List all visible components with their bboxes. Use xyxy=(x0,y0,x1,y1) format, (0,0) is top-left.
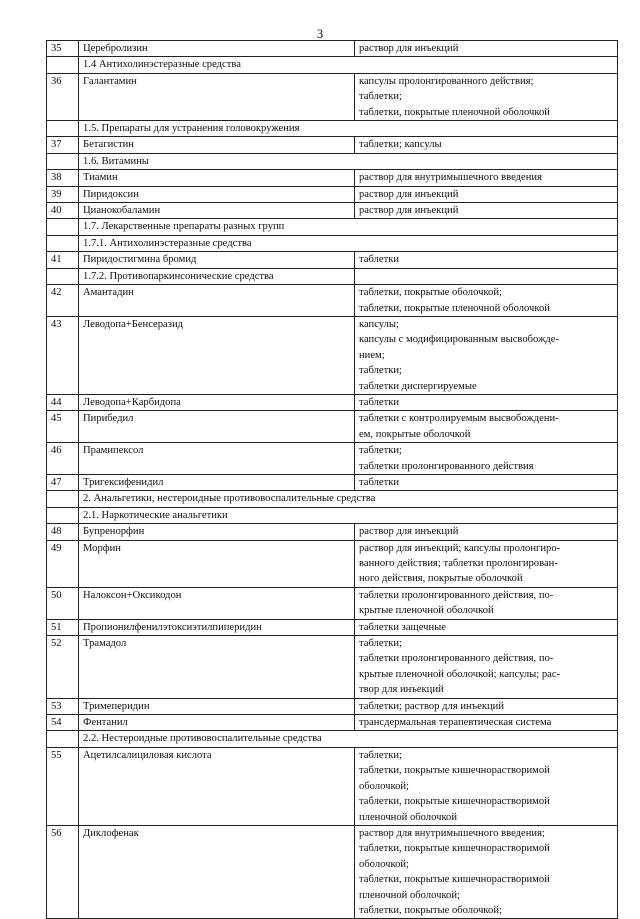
table-row xyxy=(47,203,618,219)
dosage-form-cell: трансдермальная терапевтическая система xyxy=(355,715,618,731)
drug-name-cell: Тригексифенидил xyxy=(79,474,355,490)
section-header-row xyxy=(47,507,618,523)
section-title: 1.7.2. Противопаркинсонические средства xyxy=(79,268,355,284)
empty-number-cell xyxy=(47,507,79,523)
empty-number-cell xyxy=(47,268,79,284)
section-header-row xyxy=(47,731,618,747)
row-number-cell: 36 xyxy=(47,73,79,120)
section-header-row xyxy=(47,121,618,137)
row-number-cell: 54 xyxy=(47,715,79,731)
row-number-cell: 39 xyxy=(47,186,79,202)
row-number-cell: 52 xyxy=(47,636,79,699)
dosage-form-cell: таблетки защечные xyxy=(355,619,618,635)
dosage-form-cell: таблетки; таблетки пролонгированного действия, по- крытые пленочной оболочкой; капсулы; рас- твор для инъекций xyxy=(355,636,618,699)
empty-number-cell xyxy=(47,121,79,137)
dosage-form-cell: таблетки xyxy=(355,394,618,410)
dosage-form-cell: таблетки пролонгированного действия, по- крытые пленочной оболочкой xyxy=(355,587,618,619)
empty-number-cell xyxy=(47,235,79,251)
row-number-cell: 38 xyxy=(47,170,79,186)
dosage-form-cell: раствор для инъекций xyxy=(355,524,618,540)
table-row xyxy=(47,73,618,120)
section-title: 1.7.1. Антихолинэстеразные средства xyxy=(79,235,618,251)
dosage-form-cell: капсулы; капсулы с модифицированным высвобожде- нием; таблетки; таблетки диспергируемые xyxy=(355,316,618,394)
drug-name-cell: Пиридоксин xyxy=(79,186,355,202)
row-number-cell: 51 xyxy=(47,619,79,635)
table-row xyxy=(47,411,618,443)
drug-name-cell: Фентанил xyxy=(79,715,355,731)
page-number: 3 xyxy=(316,27,324,41)
dosage-form-cell: таблетки с контролируемым высвобождени- ем, покрытые оболочкой xyxy=(355,411,618,443)
row-number-cell: 49 xyxy=(47,540,79,587)
dosage-form-cell: таблетки xyxy=(355,252,618,268)
drug-name-cell: Галантамин xyxy=(79,73,355,120)
dosage-form-cell: таблетки xyxy=(355,474,618,490)
empty-number-cell xyxy=(47,491,79,507)
empty-number-cell xyxy=(47,153,79,169)
table-row xyxy=(47,137,618,153)
section-title: 1.4 Антихолинэстеразные средства xyxy=(79,57,618,73)
section-header-row xyxy=(47,491,618,507)
table-row xyxy=(47,524,618,540)
row-number-cell: 42 xyxy=(47,285,79,317)
table-row xyxy=(47,443,618,475)
empty-number-cell xyxy=(47,219,79,235)
row-number-cell: 43 xyxy=(47,316,79,394)
table-row xyxy=(47,747,618,825)
dosage-form-cell: таблетки; капсулы xyxy=(355,137,618,153)
table-row xyxy=(47,170,618,186)
table-row xyxy=(47,252,618,268)
row-number-cell: 41 xyxy=(47,252,79,268)
dosage-form-cell: раствор для инъекций xyxy=(355,41,618,57)
row-number-cell: 40 xyxy=(47,203,79,219)
dosage-form-cell: раствор для инъекций xyxy=(355,186,618,202)
row-number-cell: 55 xyxy=(47,747,79,825)
drug-name-cell: Налоксон+Оксикодон xyxy=(79,587,355,619)
dosage-form-cell: раствор для инъекций; капсулы пролонгиро- ванного действия; таблетки пролонгирован- ного действия, покрытые оболочкой xyxy=(355,540,618,587)
empty-number-cell xyxy=(47,731,79,747)
empty-form-cell xyxy=(355,268,618,284)
row-number-cell: 44 xyxy=(47,394,79,410)
row-number-cell: 37 xyxy=(47,137,79,153)
drug-name-cell: Пирибедил xyxy=(79,411,355,443)
subsection-header-row xyxy=(47,268,618,284)
section-title: 1.7. Лекарственные препараты разных групп xyxy=(79,219,618,235)
table-row xyxy=(47,316,618,394)
table-row xyxy=(47,41,618,57)
row-number-cell: 47 xyxy=(47,474,79,490)
table-row xyxy=(47,186,618,202)
drug-name-cell: Прамипексол xyxy=(79,443,355,475)
row-number-cell: 45 xyxy=(47,411,79,443)
table-row xyxy=(47,540,618,587)
drug-name-cell: Цианокобаламин xyxy=(79,203,355,219)
dosage-form-cell: раствор для инъекций xyxy=(355,203,618,219)
drug-name-cell: Ацетилсалициловая кислота xyxy=(79,747,355,825)
drug-name-cell: Диклофенак xyxy=(79,825,355,918)
drug-table xyxy=(46,40,618,919)
drug-name-cell: Бупренорфин xyxy=(79,524,355,540)
table-row xyxy=(47,474,618,490)
dosage-form-cell: капсулы пролонгированного действия; таблетки; таблетки, покрытые пленочной оболочкой xyxy=(355,73,618,120)
section-title: 1.5. Препараты для устранения головокружения xyxy=(79,121,618,137)
drug-name-cell: Бетагистин xyxy=(79,137,355,153)
drug-name-cell: Морфин xyxy=(79,540,355,587)
empty-number-cell xyxy=(47,57,79,73)
table-row xyxy=(47,619,618,635)
section-title: 2.1. Наркотические анальгетики xyxy=(79,507,618,523)
row-number-cell: 56 xyxy=(47,825,79,918)
section-title: 1.6. Витамины xyxy=(79,153,618,169)
table-row xyxy=(47,636,618,699)
section-header-row xyxy=(47,219,618,235)
drug-name-cell: Леводопа+Бенсеразид xyxy=(79,316,355,394)
row-number-cell: 46 xyxy=(47,443,79,475)
drug-name-cell: Тиамин xyxy=(79,170,355,186)
dosage-form-cell: раствор для внутримышечного введения; таблетки, покрытые кишечнорастворимой оболочкой; таблетки, покрытые кишечнорастворимой пленочной оболочкой; таблетки, покрытые оболочкой; xyxy=(355,825,618,918)
table-row xyxy=(47,587,618,619)
table-body xyxy=(47,41,618,919)
drug-name-cell: Пиридостигмина бромид xyxy=(79,252,355,268)
row-number-cell: 35 xyxy=(47,41,79,57)
table-row xyxy=(47,698,618,714)
dosage-form-cell: таблетки; таблетки пролонгированного действия xyxy=(355,443,618,475)
drug-name-cell: Тримеперидин xyxy=(79,698,355,714)
dosage-form-cell: таблетки, покрытые оболочкой; таблетки, покрытые пленочной оболочкой xyxy=(355,285,618,317)
row-number-cell: 50 xyxy=(47,587,79,619)
drug-name-cell: Амантадин xyxy=(79,285,355,317)
row-number-cell: 53 xyxy=(47,698,79,714)
section-header-row xyxy=(47,57,618,73)
section-header-row xyxy=(47,235,618,251)
drug-name-cell: Пропионилфенилэтоксиэтилпиперидин xyxy=(79,619,355,635)
table-row xyxy=(47,285,618,317)
section-title: 2. Анальгетики, нестероидные противовоспалительные средства xyxy=(79,491,618,507)
section-header-row xyxy=(47,153,618,169)
dosage-form-cell: таблетки; раствор для инъекций xyxy=(355,698,618,714)
dosage-form-cell: раствор для внутримышечного введения xyxy=(355,170,618,186)
drug-name-cell: Леводопа+Карбидопа xyxy=(79,394,355,410)
row-number-cell: 48 xyxy=(47,524,79,540)
drug-name-cell: Трамадол xyxy=(79,636,355,699)
table-row xyxy=(47,394,618,410)
table-row xyxy=(47,715,618,731)
dosage-form-cell: таблетки; таблетки, покрытые кишечнорастворимой оболочкой; таблетки, покрытые кишечнорастворимой пленочной оболочкой xyxy=(355,747,618,825)
section-title: 2.2. Нестероидные противовоспалительные средства xyxy=(79,731,618,747)
drug-name-cell: Церебролизин xyxy=(79,41,355,57)
